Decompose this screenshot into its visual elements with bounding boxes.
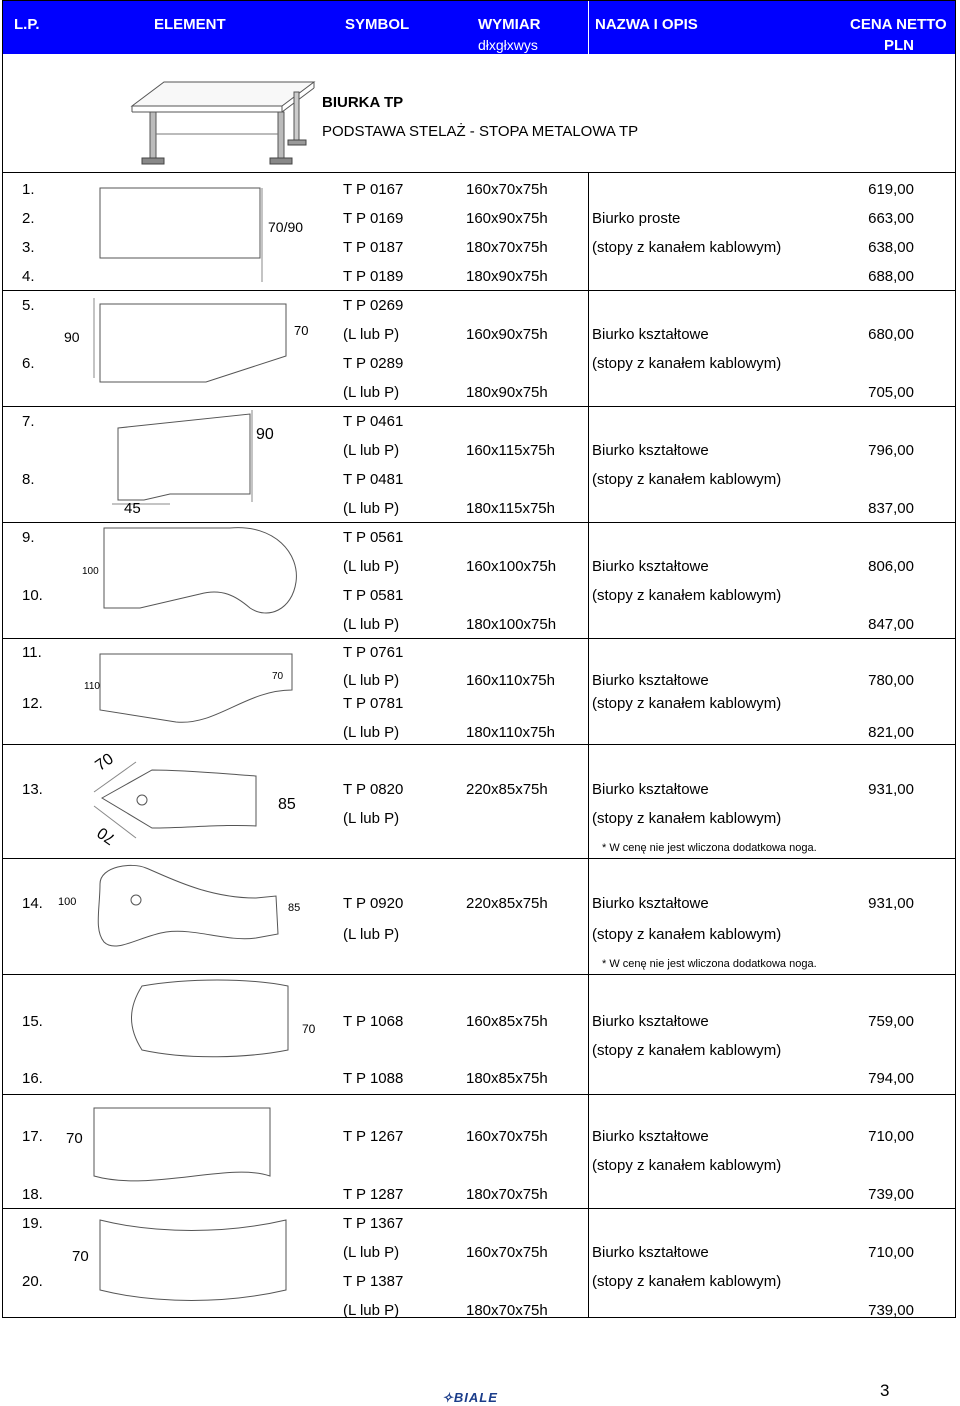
row-desc: (stopy z kanałem kablowym) [592,1273,782,1290]
symbol-shaped-desk-1 [86,296,309,401]
row-lub: (L lub P) [343,926,400,943]
row-code: T P 0781 [343,695,404,712]
header-lp: L.P. [14,16,40,33]
row-lub: (L lub P) [343,500,400,517]
row-code: T P 0761 [343,644,404,661]
row-price: 806,00 [868,558,914,575]
row-dim: 180x115x75h [466,500,555,517]
row-price: 619,00 [868,181,914,198]
row-code: T P 0189 [343,268,404,285]
symbol-dim-label: 110 [84,681,100,692]
row-lp: 16. [22,1070,43,1087]
row-lub: (L lub P) [343,810,400,827]
row-code: T P 0481 [343,471,404,488]
row-price: 847,00 [868,616,914,633]
row-desc: (stopy z kanałem kablowym) [592,239,782,256]
row-lp: 20. [22,1273,43,1290]
row-price: 759,00 [868,1013,914,1030]
row-price: 705,00 [868,384,914,401]
section-separator [2,172,956,173]
row-price: 796,00 [868,442,914,459]
row-code: T P 0167 [343,181,404,198]
row-lp: 1. [22,181,35,198]
row-lp: 10. [22,587,43,604]
symbol-dim-label: 45 [124,500,141,517]
row-desc: Biurko kształtowe [592,326,709,343]
row-dim: 160x90x75h [466,326,548,343]
row-lub: (L lub P) [343,384,400,401]
row-dim: 180x100x75h [466,616,557,633]
row-desc: Biurko proste [592,210,681,227]
brand-logo: ✧BIALE [442,1390,498,1405]
row-code: T P 0581 [343,587,404,604]
row-lub: (L lub P) [343,326,400,343]
row-lp: 12. [22,695,43,712]
row-code: T P 1267 [343,1128,404,1145]
row-lp: 7. [22,413,35,430]
row-price: 931,00 [868,781,914,798]
row-desc: (stopy z kanałem kablowym) [592,810,782,827]
row-code: T P 1387 [343,1273,404,1290]
row-code: T P 1287 [343,1186,404,1203]
header-element: ELEMENT [154,16,226,33]
row-dim: 160x115x75h [466,442,555,459]
symbol-shaped-desk-6 [56,858,296,965]
row-desc: Biurko kształtowe [592,442,709,459]
group-separator [2,744,956,745]
row-lub: (L lub P) [343,724,400,741]
row-price: 739,00 [868,1186,914,1203]
row-lp: 8. [22,471,35,488]
symbol-dim-label: 70 [272,671,284,682]
row-price: 931,00 [868,895,914,912]
row-desc: Biurko kształtowe [592,1128,709,1145]
group-separator [2,290,956,291]
desk-frame-drawing [128,76,318,173]
desc-column-line [588,172,589,1318]
symbol-dim-label: 70 [302,1022,316,1036]
header-cena-sub: PLN [884,37,914,54]
symbol-dim-label: 90 [256,426,274,443]
group-separator [2,1208,956,1209]
row-price: 837,00 [868,500,914,517]
row-dim: 160x90x75h [466,210,548,227]
symbol-curved-desk-1 [108,978,308,1087]
page-number: 3 [880,1381,890,1400]
row-dim: 160x70x75h [466,181,548,198]
row-desc: (stopy z kanałem kablowym) [592,1042,782,1059]
symbol-dim-label: 85 [288,902,301,914]
row-desc: (stopy z kanałem kablowym) [592,355,782,372]
row-price: 821,00 [868,724,914,741]
row-desc: Biurko kształtowe [592,781,709,798]
symbol-dim-label: 85 [278,796,296,813]
group-separator [2,406,956,407]
row-code: T P 1068 [343,1013,404,1030]
row-code: T P 0187 [343,239,404,256]
brand-logo-text: BIALE [453,1390,498,1405]
row-price: 638,00 [868,239,914,256]
row-lp: 14. [22,895,43,912]
row-desc: Biurko kształtowe [592,895,709,912]
symbol-dim-label: 70 [94,823,119,848]
row-lub: (L lub P) [343,1302,400,1319]
row-price: 680,00 [868,326,914,343]
group-separator [2,638,956,639]
section-subtitle: PODSTAWA STELAŻ - STOPA METALOWA TP [322,123,639,140]
row-lub: (L lub P) [343,558,400,575]
row-lub: (L lub P) [343,672,400,689]
row-price: 710,00 [868,1244,914,1261]
row-lp: 15. [22,1013,43,1030]
row-dim: 180x90x75h [466,268,548,285]
row-code: T P 0461 [343,413,404,430]
row-desc: Biurko kształtowe [592,558,709,575]
section-title: BIURKA TP [322,94,404,111]
row-dim: 160x70x75h [466,1244,548,1261]
row-desc: Biurko kształtowe [592,1244,709,1261]
row-price: 663,00 [868,210,914,227]
symbol-curved-desk-2 [90,1102,280,1203]
row-price: 739,00 [868,1302,914,1319]
row-lub: (L lub P) [343,1244,400,1261]
header-symbol: SYMBOL [345,16,410,33]
row-lub: (L lub P) [343,442,400,459]
row-dim: 160x100x75h [466,558,557,575]
row-lub: (L lub P) [343,616,400,633]
row-lp: 3. [22,239,35,256]
row-dim: 180x70x75h [466,1302,548,1319]
row-price: 780,00 [868,672,914,689]
row-lp: 17. [22,1128,43,1145]
symbol-dim-label: 90 [64,329,80,345]
row-lp: 4. [22,268,35,285]
row-lp: 13. [22,781,43,798]
row-dim: 160x85x75h [466,1013,548,1030]
header-wymiar: WYMIAR [478,16,541,33]
symbol-straight-desk [96,186,316,291]
row-note: * W cenę nie jest wliczona dodatkowa noga. [602,958,817,970]
row-code: T P 1367 [343,1215,404,1232]
row-dim: 220x85x75h [466,895,548,912]
row-desc: (stopy z kanałem kablowym) [592,587,782,604]
row-code: T P 0920 [343,895,404,912]
row-dim: 180x90x75h [466,384,548,401]
row-note: * W cenę nie jest wliczona dodatkowa noga. [602,842,817,854]
row-dim: 180x85x75h [466,1070,548,1087]
row-code: T P 0289 [343,355,404,372]
symbol-dim-label: 70 [72,1248,89,1265]
row-price: 710,00 [868,1128,914,1145]
symbol-dim-label: 70 [294,323,309,338]
row-desc: (stopy z kanałem kablowym) [592,1157,782,1174]
row-desc: Biurko kształtowe [592,1013,709,1030]
row-price: 794,00 [868,1070,914,1087]
row-lp: 5. [22,297,35,314]
row-dim: 160x110x75h [466,672,555,689]
group-separator [2,974,956,975]
row-dim: 220x85x75h [466,781,548,798]
symbol-dim-label: 70/90 [268,219,304,235]
row-desc: Biurko kształtowe [592,672,709,689]
symbol-curved-desk-3 [96,1210,296,1319]
row-desc: (stopy z kanałem kablowym) [592,695,782,712]
symbol-shaped-desk-3 [100,524,320,645]
header-cena: CENA NETTO [850,16,947,33]
symbol-dim-label: 100 [82,566,99,577]
group-separator [2,1094,956,1095]
symbol-dim-label: 100 [58,896,77,908]
row-dim: 180x110x75h [466,724,555,741]
row-code: T P 1088 [343,1070,404,1087]
row-code: T P 0269 [343,297,404,314]
group-separator [2,522,956,523]
symbol-shaped-desk-4 [96,650,296,739]
row-lp: 18. [22,1186,43,1203]
row-dim: 160x70x75h [466,1128,548,1145]
row-code: T P 0561 [343,529,404,546]
row-code: T P 0820 [343,781,404,798]
row-desc: (stopy z kanałem kablowym) [592,471,782,488]
row-lp: 19. [22,1215,43,1232]
row-dim: 180x70x75h [466,239,548,256]
symbol-dim-label: 70 [66,1130,83,1147]
symbol-dim-label: 70 [92,750,117,775]
row-price: 688,00 [868,268,914,285]
row-code: T P 0169 [343,210,404,227]
header-wymiar-sub: dłxgłxwys [478,37,538,53]
row-lp: 6. [22,355,35,372]
row-lp: 11. [22,644,42,661]
row-lp: 2. [22,210,35,227]
row-dim: 180x70x75h [466,1186,548,1203]
row-lp: 9. [22,529,35,546]
header-nazwa: NAZWA I OPIS [595,16,698,33]
row-desc: (stopy z kanałem kablowym) [592,926,782,943]
